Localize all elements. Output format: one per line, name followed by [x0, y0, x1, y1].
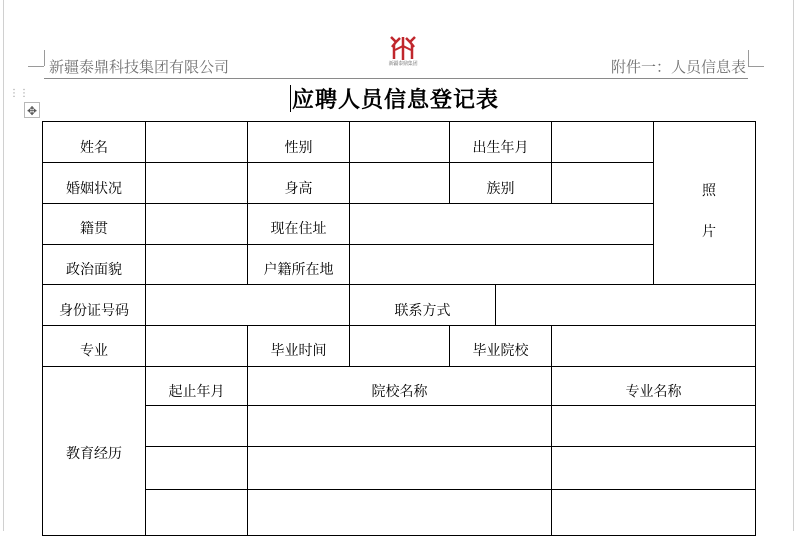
grad-time-label: 毕业时间 [270, 343, 327, 359]
edu-school-input-cell[interactable] [247, 405, 552, 447]
height-input-cell[interactable] [349, 162, 450, 204]
text-cursor [290, 85, 291, 112]
margin-corner-mark [28, 66, 44, 67]
id-label: 身份证号码 [59, 303, 129, 319]
photo-label-bottom: 片 [702, 224, 716, 240]
edu-period-header: 起止年月 [168, 384, 225, 400]
edu-major-header: 专业名称 [625, 384, 682, 400]
edu-major-input-cell[interactable] [551, 446, 756, 490]
edu-period-input-cell[interactable] [145, 405, 248, 447]
household-label: 户籍所在地 [263, 262, 334, 278]
edu-major-input-cell[interactable] [551, 489, 756, 536]
grad-school-input-cell[interactable] [551, 325, 756, 367]
address-input-cell[interactable] [349, 203, 654, 245]
logo-caption: 新疆泰鼎集团 [388, 61, 418, 67]
contact-input-cell[interactable] [495, 284, 756, 326]
margin-corner-mark [748, 66, 764, 67]
address-label: 现在住址 [270, 221, 327, 237]
margin-corner-mark [748, 50, 749, 66]
name-label: 姓名 [80, 140, 108, 156]
contact-label: 联系方式 [394, 303, 451, 319]
drag-handle-icon[interactable]: ⋮⋮ [9, 88, 29, 99]
header-company-name: 新疆泰鼎科技集团有限公司 [49, 58, 230, 76]
margin-corner-mark [44, 50, 45, 66]
gender-input-cell[interactable] [349, 121, 450, 163]
page-title[interactable]: 应聘人员信息登记表 [292, 88, 500, 113]
id-input-cell[interactable] [145, 284, 350, 326]
edu-school-input-cell[interactable] [247, 446, 552, 490]
gender-label: 性别 [284, 140, 313, 156]
edu-school-input-cell[interactable] [247, 489, 552, 536]
edu-school-header: 院校名称 [371, 384, 428, 400]
political-input-cell[interactable] [145, 244, 248, 285]
name-input-cell[interactable] [145, 121, 248, 163]
marital-input-cell[interactable] [145, 162, 248, 204]
photo-cell[interactable] [653, 121, 756, 285]
page-edge-left [3, 0, 4, 531]
grad-time-input-cell[interactable] [349, 325, 450, 367]
birth-label: 出生年月 [472, 140, 529, 156]
ethnicity-input-cell[interactable] [551, 162, 654, 204]
edu-major-input-cell[interactable] [551, 405, 756, 447]
edu-period-input-cell[interactable] [145, 446, 248, 490]
marital-label: 婚姻状况 [66, 181, 122, 197]
header-attachment-label: 附件一：人员信息表 [610, 58, 746, 76]
photo-label-top: 照 [702, 183, 716, 199]
education-label: 教育经历 [66, 446, 122, 462]
header-rule [44, 78, 748, 79]
native-place-label: 籍贯 [80, 221, 108, 237]
grad-school-label: 毕业院校 [472, 343, 529, 359]
native-place-input-cell[interactable] [145, 203, 248, 245]
ethnicity-label: 族别 [486, 181, 515, 197]
household-input-cell[interactable] [349, 244, 654, 285]
major-label: 专业 [80, 343, 108, 359]
political-label: 政治面貌 [66, 262, 122, 278]
height-label: 身高 [284, 181, 313, 197]
page-edge-right [793, 0, 794, 531]
major-input-cell[interactable] [145, 325, 248, 367]
edu-period-input-cell[interactable] [145, 489, 248, 536]
birth-input-cell[interactable] [551, 121, 654, 163]
move-table-icon[interactable]: ✥ [24, 102, 40, 118]
